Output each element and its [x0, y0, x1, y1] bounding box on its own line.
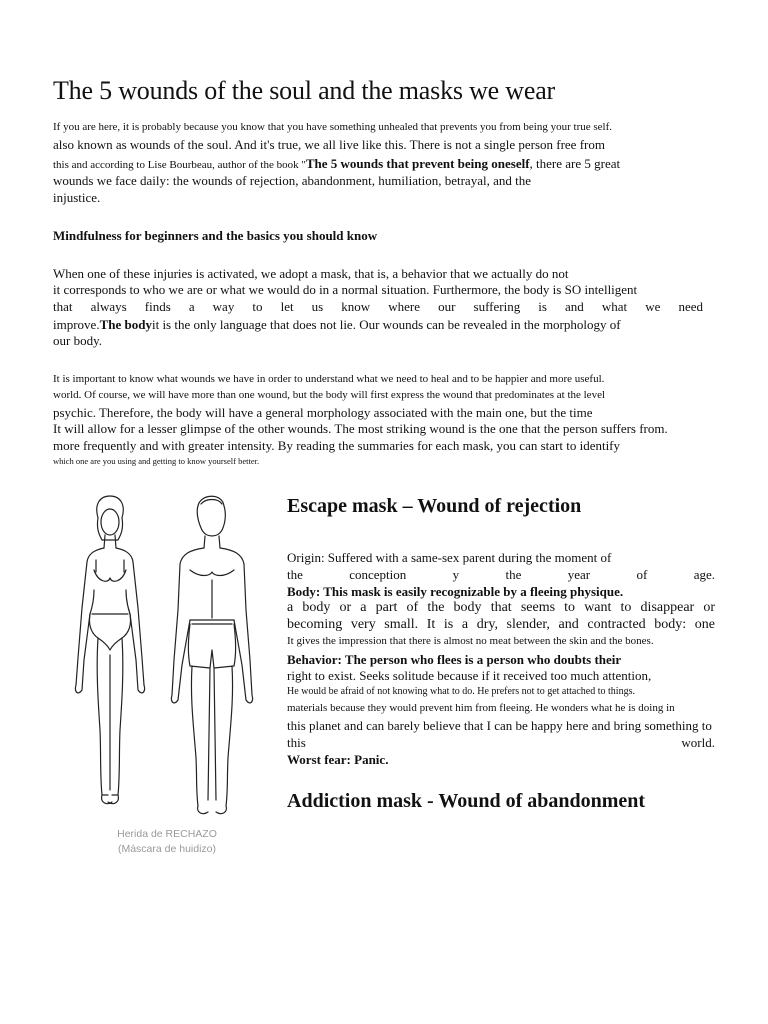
origin-line-1: Origin: Suffered with a same-sex parent during the moment of — [287, 550, 612, 565]
para3-line-2: world. Of course, we will have more than one wound, but the body will first express the wound that predominates at the level — [53, 389, 606, 401]
section-subheading: Mindfulness for beginners and the basics you should know — [53, 228, 378, 243]
body-line-1: a body or a part of the body that seems to want to disappear or — [287, 600, 715, 615]
figure-caption-line-2: (Máscara de huidizo) — [117, 843, 217, 855]
origin-word: the — [287, 567, 303, 582]
para2-line-1: When one of these injuries is activated, we adopt a mask, that is, a behavior that we actually do not — [53, 266, 569, 281]
page-title: The 5 wounds of the soul and the masks we wear — [53, 76, 556, 105]
addiction-mask-heading: Addiction mask - Wound of abandonment — [287, 790, 646, 812]
behavior-label: Behavior: The person who flees is a person who doubts their — [287, 652, 622, 667]
intro-line-4: wounds we face daily: the wounds of rejection, abandonment, humiliation, betrayal, and the — [53, 173, 531, 188]
body-term: The body — [99, 317, 152, 332]
origin-word: of — [636, 567, 648, 582]
para3-line-6: which one are you using and getting to know yourself better. — [53, 456, 260, 466]
behavior-line-5 — [287, 735, 715, 751]
origin-word: age. — [693, 567, 715, 582]
behavior-line-4: this planet and can barely believe that I can be happy here and bring something to — [287, 718, 712, 733]
para2-line-4-a: improve. — [53, 317, 100, 332]
intro-line-2: also known as wounds of the soul. And it's true, we all live like this. There is not a single person free from — [53, 137, 605, 152]
intro-line-1: If you are here, it is probably because you know that you have something unhealed that prevents you from being your true self. — [53, 121, 613, 133]
man-figure-icon — [171, 496, 252, 813]
woman-figure-icon — [75, 496, 144, 804]
intro-line-3-a: this and according to Lise Bourbeau, author of the book " — [53, 159, 306, 171]
behavior-line-5-a: this — [287, 735, 306, 750]
intro-line-5: injustice. — [53, 190, 101, 205]
para3-line-1: It is important to know what wounds we have in order to understand what we need to heal and to be happier and more useful. — [53, 373, 605, 385]
para2-line-4 — [53, 317, 621, 333]
para2-line-2: it corresponds to who we are or what we would do in a normal situation. Furthermore, the body is SO intelligent — [53, 282, 638, 297]
body-line-3: It gives the impression that there is almost no meat between the skin and the bones. — [287, 635, 654, 647]
origin-line-2 — [287, 567, 715, 583]
para2-line-4-c: it is the only language that does not lie. Our wounds can be revealed in the morphology of — [151, 317, 621, 332]
behavior-line-1: right to exist. Seeks solitude because if it received too much attention, — [287, 668, 652, 683]
origin-word: y — [452, 567, 460, 582]
figure-caption-line-1: Herida de RECHAZO — [117, 828, 217, 840]
origin-word: conception — [349, 567, 407, 582]
book-title: The 5 wounds that prevent being oneself — [305, 156, 530, 171]
origin-word: the — [505, 567, 522, 582]
para2-line-5: our body. — [53, 333, 102, 348]
body-label: Body: This mask is easily recognizable by a fleeing physique. — [287, 584, 624, 599]
para3-line-5: more frequently and with greater intensity. By reading the summaries for each mask, you can start to identify — [53, 438, 621, 453]
worst-fear: Worst fear: Panic. — [287, 752, 389, 767]
origin-word: year — [567, 567, 591, 582]
body-line-2: becoming very small. It is a dry, slender, and contracted body: one — [287, 617, 715, 632]
behavior-line-5-b: world. — [681, 735, 715, 750]
escape-mask-heading: Escape mask – Wound of rejection — [287, 495, 582, 517]
para3-line-3: psychic. Therefore, the body will have a general morphology associated with the main one, but the time — [53, 405, 593, 420]
intro-line-3-c: , there are 5 great — [529, 156, 621, 171]
body-figures-illustration — [60, 490, 275, 825]
para3-line-4: It will allow for a lesser glimpse of the other wounds. The most striking wound is the one that the person suffers from. — [53, 421, 668, 436]
behavior-line-3: materials because they would prevent him from fleeing. He wonders what he is doing in — [287, 702, 675, 714]
behavior-line-2: He would be afraid of not knowing what to do. He prefers not to get attached to things. — [287, 686, 635, 697]
para2-line-3: that always finds a way to let us know where our suffering is and what we need — [53, 299, 703, 314]
intro-line-3 — [53, 156, 620, 172]
